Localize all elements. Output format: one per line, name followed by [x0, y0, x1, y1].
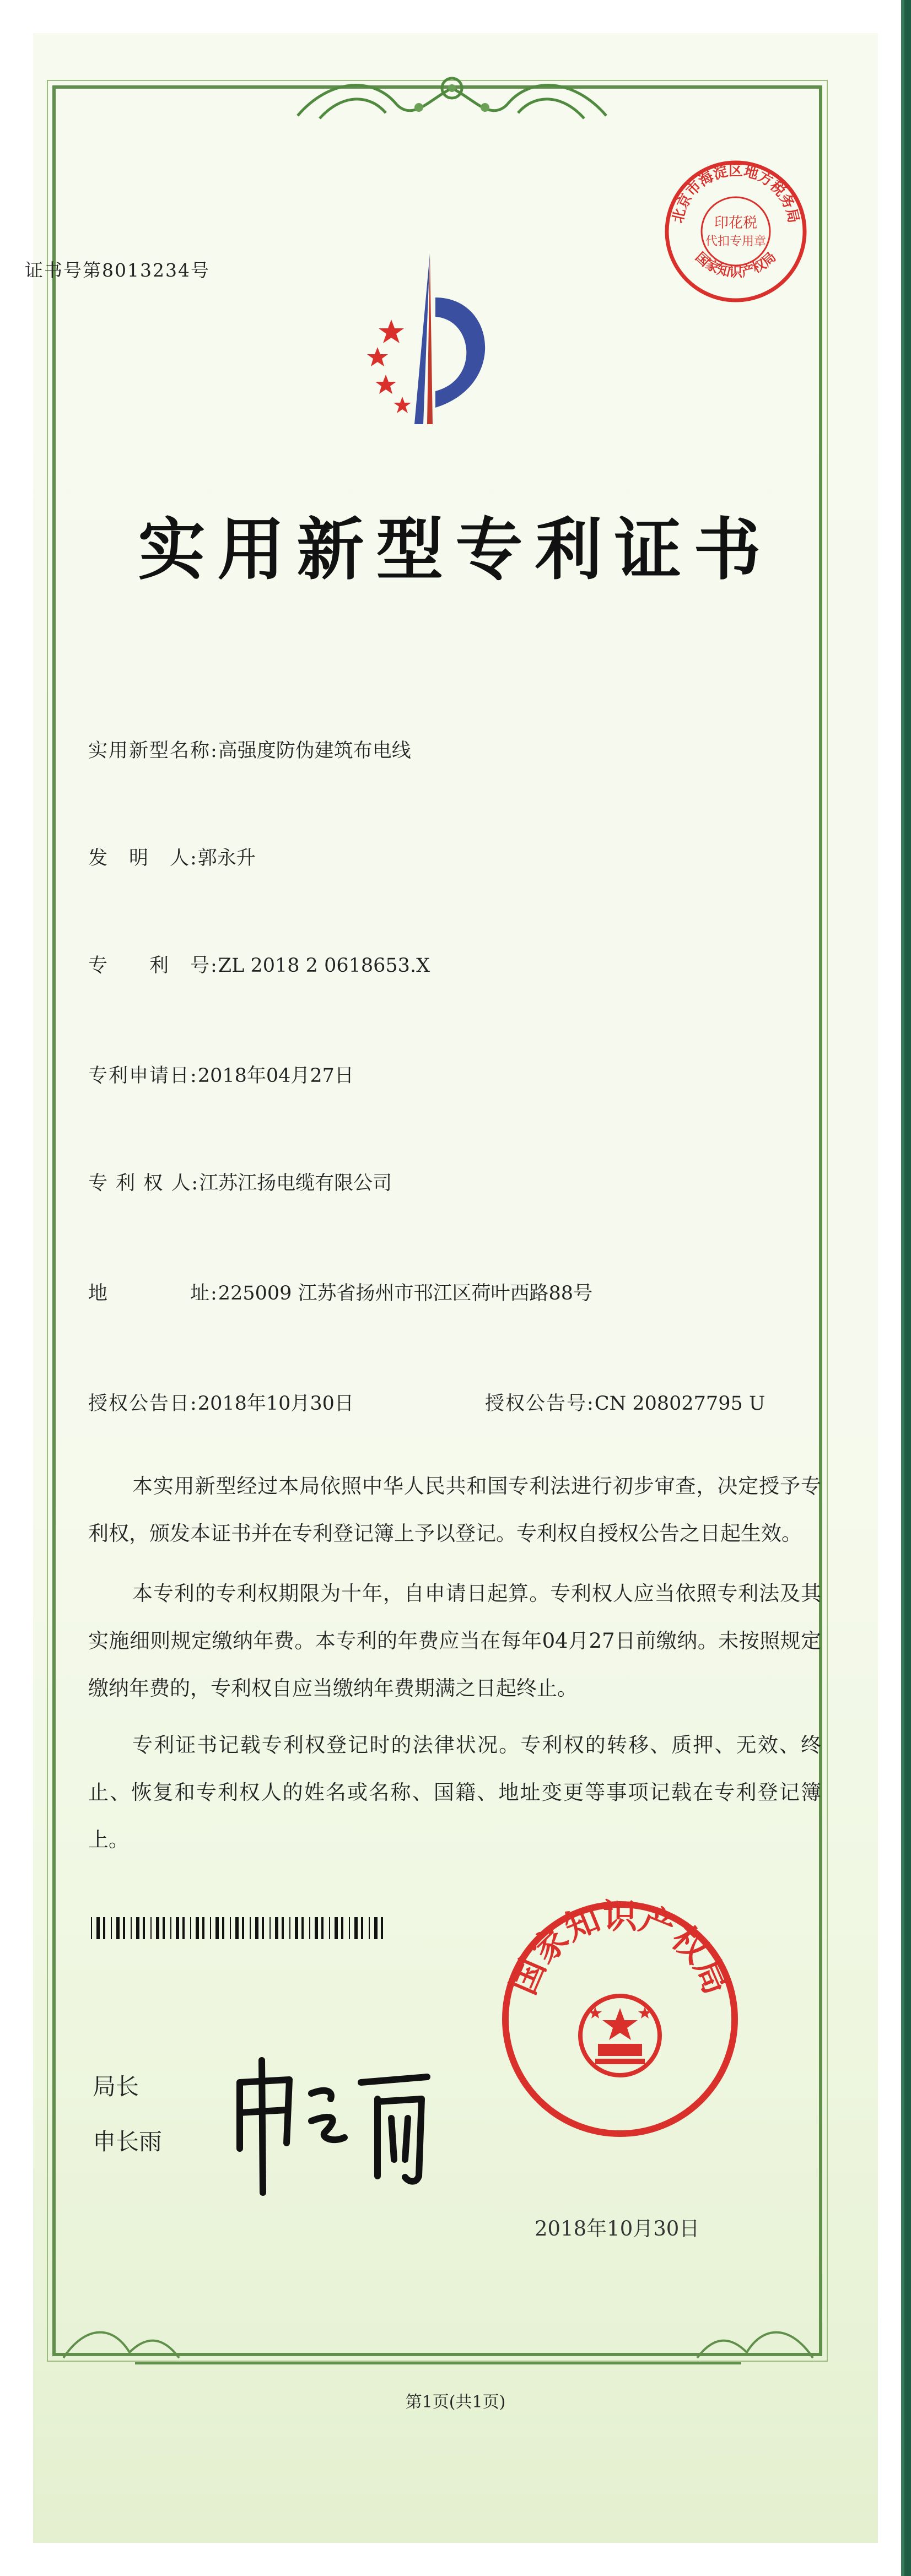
cnipa-emblem-icon	[353, 242, 507, 452]
top-ornament-icon	[287, 66, 617, 127]
paragraph-grant-statement: 本实用新型经过本局依照中华人民共和国专利法进行初步审查，决定授予专利权，颁发本证书并在专利登记簿上予以登记。专利权自授权公告之日起生效。	[88, 1474, 821, 1545]
field-value: 2018年04月27日	[197, 1065, 354, 1087]
svg-text:国家知识产权局	[692, 249, 779, 280]
field-inventor	[88, 843, 256, 870]
seal-top-line1: 印花税	[714, 215, 758, 231]
svg-text:国家知识产权局	[503, 1898, 737, 2000]
field-label: 发 明 人:	[88, 847, 198, 869]
director-title: 局长	[93, 2073, 139, 2100]
field-utility-model-name	[88, 735, 411, 763]
field-value: 郭永升	[197, 847, 256, 869]
field-value: 2018年10月30日	[197, 1393, 354, 1415]
scan-edge	[904, 0, 911, 2576]
seal-top-line2: 代扣专用章	[705, 235, 767, 248]
field-announcement-number	[485, 1388, 765, 1416]
field-value: CN 208027795 U	[594, 1393, 766, 1415]
barcode-icon	[91, 1917, 383, 1939]
cnipa-seal-icon	[499, 1898, 741, 2140]
field-value: 江苏江扬电缆有限公司	[199, 1172, 392, 1194]
seal-top-bottom-text: 国家知识产权局	[692, 248, 779, 280]
field-label: 授权公告日:	[88, 1393, 198, 1415]
field-address	[88, 1278, 592, 1306]
director-signature-icon	[229, 2049, 438, 2204]
paragraph-legal-status: 专利证书记载专利权登记时的法律状况。专利权的转移、质押、无效、终止、恢复和专利权人的姓名或名称、国籍、地址变更等事项记载在专利登记簿上。	[88, 1733, 821, 1852]
field-label: 实用新型名称:	[88, 740, 218, 762]
page-number: 第1页(共1页)	[405, 2393, 506, 2412]
certificate-title: 实用新型专利证书	[138, 510, 773, 589]
certificate-number: 证书号第8013234号	[25, 259, 210, 281]
field-label: 专利申请日:	[88, 1065, 198, 1087]
paragraph-term-statement: 本专利的专利权期限为十年，自申请日起算。专利权人应当依照专利法及其实施细则规定缴纳年费。本专利的年费应当在每年04月27日前缴纳。未按照规定缴纳年费的，专利权自应当缴纳年费期满之日起终止。	[88, 1582, 821, 1700]
seal-date: 2018年10月30日	[535, 2217, 700, 2241]
field-patent-holder	[88, 1168, 392, 1195]
field-announcement-date	[88, 1388, 354, 1416]
scan-edge-inner	[901, 0, 904, 2576]
field-label: 地 址:	[88, 1282, 218, 1305]
field-label: 专 利 号:	[88, 955, 218, 977]
field-label: 专 利 权 人:	[88, 1172, 200, 1194]
seal-big-text: 国家知识产权局	[503, 1898, 737, 2000]
field-label: 授权公告号:	[485, 1393, 595, 1415]
field-value: 高强度防伪建筑布电线	[218, 740, 411, 762]
tax-stamp-seal-icon	[661, 157, 810, 306]
field-value: ZL 2018 2 0618653.X	[218, 955, 430, 977]
field-filing-date	[88, 1060, 354, 1088]
field-value: 225009 江苏省扬州市邗江区荷叶西路88号	[218, 1282, 593, 1305]
field-patent-number	[88, 950, 430, 978]
director-name: 申长雨	[93, 2128, 163, 2155]
bottom-ornament-icon	[52, 2303, 824, 2369]
seal-top-arc-text: 北京市海淀区地方税务局	[670, 163, 802, 225]
